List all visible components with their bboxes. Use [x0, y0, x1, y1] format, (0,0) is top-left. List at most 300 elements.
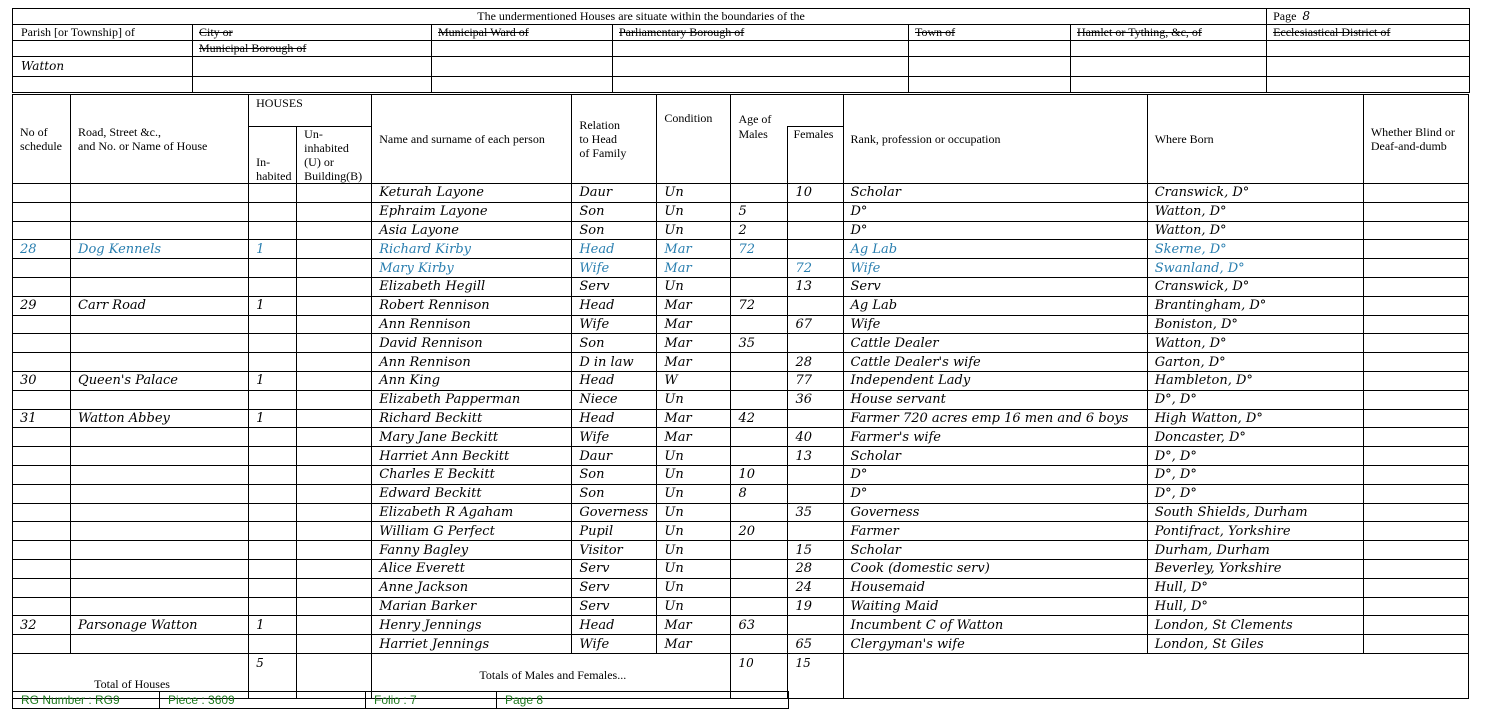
col-occupation: Rank, profession or occupation: [843, 95, 1147, 184]
inhabited-cell: 1: [249, 371, 297, 390]
name-cell: Ann Rennison: [372, 315, 572, 334]
road-cell: [71, 353, 249, 372]
schedule-cell: [13, 447, 71, 466]
occupation-cell: Cook (domestic serv): [843, 559, 1147, 578]
uninhabited-cell: [297, 277, 372, 296]
relation-cell: Daur: [572, 184, 657, 203]
road-cell: Parsonage Watton: [71, 616, 249, 635]
females-cell: [788, 616, 843, 635]
females-cell: 72: [788, 259, 843, 278]
relation-cell: Wife: [572, 428, 657, 447]
schedule-cell: 31: [13, 409, 71, 428]
inhabited-cell: [249, 465, 297, 484]
uninhabited-cell: [297, 390, 372, 409]
uninhabited-cell: [297, 259, 372, 278]
uninhabited-cell: [297, 371, 372, 390]
relation-cell: Serv: [572, 277, 657, 296]
uninhabited-cell: [297, 503, 372, 522]
table-row: [13, 484, 1469, 503]
name-cell: Anne Jackson: [372, 578, 572, 597]
table-row: [13, 334, 1469, 353]
condition-cell: Un: [657, 221, 731, 240]
males-cell: 20: [731, 522, 788, 541]
blank-cell: [1267, 77, 1470, 93]
blank-cell: [1267, 41, 1470, 57]
blank-cell: [1071, 41, 1267, 57]
relation-cell: Son: [572, 465, 657, 484]
inhabited-cell: [249, 597, 297, 616]
females-cell: 13: [788, 447, 843, 466]
schedule-cell: [13, 578, 71, 597]
blank-cell: [432, 41, 613, 57]
condition-cell: Un: [657, 522, 731, 541]
females-cell: 65: [788, 635, 843, 654]
males-cell: [731, 541, 788, 560]
occupation-cell: Ag Lab: [843, 240, 1147, 259]
inhabited-cell: [249, 522, 297, 541]
age-of-label: Age of: [738, 112, 772, 126]
page-number-cell: [1267, 9, 1470, 25]
females-cell: [788, 522, 843, 541]
condition-cell: Un: [657, 541, 731, 560]
col-age-of: [731, 95, 843, 127]
blind-cell: [1363, 447, 1468, 466]
born-cell: Watton, D°: [1147, 334, 1363, 353]
schedule-cell: [13, 259, 71, 278]
relation-cell: Head: [572, 616, 657, 635]
total-females: 15: [788, 653, 843, 698]
road-cell: [71, 315, 249, 334]
inhabited-cell: [249, 559, 297, 578]
road-cell: [71, 503, 249, 522]
born-cell: Beverley, Yorkshire: [1147, 559, 1363, 578]
blank-cell: [1071, 77, 1267, 93]
road-cell: [71, 578, 249, 597]
females-cell: 36: [788, 390, 843, 409]
females-cell: 24: [788, 578, 843, 597]
condition-cell: Mar: [657, 296, 731, 315]
blank-cell: [1071, 57, 1267, 77]
uninhabited-cell: [297, 240, 372, 259]
table-row: [13, 315, 1469, 334]
road-cell: [71, 447, 249, 466]
occupation-cell: D°: [843, 221, 1147, 240]
males-cell: 35: [731, 334, 788, 353]
occupation-cell: Scholar: [843, 447, 1147, 466]
census-rows: [13, 184, 1469, 654]
road-cell: [71, 390, 249, 409]
inhabited-cell: [249, 221, 297, 240]
blank-cell: [432, 57, 613, 77]
table-row: [13, 597, 1469, 616]
condition-cell: Mar: [657, 616, 731, 635]
name-cell: Edward Beckitt: [372, 484, 572, 503]
blind-cell: [1363, 315, 1468, 334]
schedule-cell: [13, 541, 71, 560]
occupation-cell: Independent Lady: [843, 371, 1147, 390]
blank-cell: [613, 57, 909, 77]
table-row: [13, 353, 1469, 372]
road-cell: [71, 597, 249, 616]
table-row: [13, 559, 1469, 578]
name-cell: Fanny Bagley: [372, 541, 572, 560]
females-cell: [788, 221, 843, 240]
occupation-cell: House servant: [843, 390, 1147, 409]
born-cell: Watton, D°: [1147, 221, 1363, 240]
road-cell: [71, 428, 249, 447]
parliamentary-borough-label: Parliamentary Borough of: [613, 25, 909, 41]
females-cell: [788, 202, 843, 221]
name-cell: Charles E Beckitt: [372, 465, 572, 484]
born-cell: D°, D°: [1147, 447, 1363, 466]
males-cell: [731, 428, 788, 447]
name-cell: William G Perfect: [372, 522, 572, 541]
blind-cell: [1363, 390, 1468, 409]
schedule-cell: [13, 522, 71, 541]
females-cell: 40: [788, 428, 843, 447]
parish-label: Parish [or Township] of: [13, 25, 193, 41]
born-cell: Durham, Durham: [1147, 541, 1363, 560]
inhabited-cell: [249, 428, 297, 447]
blank-cell: [432, 77, 613, 93]
folio-number: Folio : 7: [366, 692, 497, 709]
born-cell: London, St Clements: [1147, 616, 1363, 635]
name-cell: Alice Everett: [372, 559, 572, 578]
uninhabited-cell: [297, 578, 372, 597]
schedule-cell: [13, 635, 71, 654]
table-row: [13, 465, 1469, 484]
blind-cell: [1363, 277, 1468, 296]
inhabited-cell: [249, 541, 297, 560]
road-cell: [71, 484, 249, 503]
table-row: [13, 503, 1469, 522]
relation-cell: Head: [572, 409, 657, 428]
uninhabited-cell: [297, 409, 372, 428]
relation-cell: Niece: [572, 390, 657, 409]
condition-cell: Mar: [657, 334, 731, 353]
ward-label: Municipal Ward of: [432, 25, 613, 41]
females-cell: 28: [788, 559, 843, 578]
blind-cell: [1363, 259, 1468, 278]
born-cell: London, St Giles: [1147, 635, 1363, 654]
males-cell: 8: [731, 484, 788, 503]
uninhabited-cell: [297, 353, 372, 372]
name-cell: Ephraim Layone: [372, 202, 572, 221]
totals-persons-label: Totals of Males and Females...: [372, 653, 731, 698]
males-cell: [731, 259, 788, 278]
name-cell: Robert Rennison: [372, 296, 572, 315]
born-cell: Doncaster, D°: [1147, 428, 1363, 447]
table-row: [13, 616, 1469, 635]
schedule-cell: 29: [13, 296, 71, 315]
road-cell: [71, 334, 249, 353]
males-cell: 2: [731, 221, 788, 240]
inhabited-cell: 1: [249, 296, 297, 315]
table-row: [13, 296, 1469, 315]
blank-cell: [909, 57, 1071, 77]
road-cell: [71, 541, 249, 560]
page-number: 8: [1302, 9, 1311, 23]
females-cell: [788, 409, 843, 428]
blind-cell: [1363, 409, 1468, 428]
uninhabited-cell: [297, 184, 372, 203]
inhabited-cell: [249, 277, 297, 296]
road-cell: [71, 522, 249, 541]
born-cell: Hull, D°: [1147, 578, 1363, 597]
col-road: Road, Street &c., and No. or Name of House: [71, 95, 249, 184]
blank-cell: [909, 77, 1071, 93]
relation-cell: Wife: [572, 315, 657, 334]
relation-cell: Serv: [572, 578, 657, 597]
municipal-borough-label: Municipal Borough of: [193, 41, 432, 57]
occupation-cell: D°: [843, 202, 1147, 221]
condition-cell: Un: [657, 390, 731, 409]
relation-cell: Head: [572, 371, 657, 390]
condition-cell: Mar: [657, 315, 731, 334]
uninhabited-cell: [297, 315, 372, 334]
table-row: [13, 202, 1469, 221]
occupation-cell: Serv: [843, 277, 1147, 296]
schedule-cell: [13, 221, 71, 240]
inhabited-cell: [249, 484, 297, 503]
table-row: [13, 578, 1469, 597]
blind-cell: [1363, 428, 1468, 447]
blind-cell: [1363, 240, 1468, 259]
road-cell: [71, 465, 249, 484]
occupation-cell: Waiting Maid: [843, 597, 1147, 616]
blind-cell: [1363, 465, 1468, 484]
occupation-cell: Farmer 720 acres emp 16 men and 6 boys: [843, 409, 1147, 428]
inhabited-cell: 1: [249, 409, 297, 428]
schedule-cell: [13, 277, 71, 296]
table-row: [13, 635, 1469, 654]
inhabited-cell: [249, 202, 297, 221]
condition-cell: Mar: [657, 428, 731, 447]
males-cell: 5: [731, 202, 788, 221]
table-row: [13, 541, 1469, 560]
name-cell: Ann Rennison: [372, 353, 572, 372]
road-cell: [71, 202, 249, 221]
males-cell: [731, 578, 788, 597]
name-cell: Mary Jane Beckitt: [372, 428, 572, 447]
blind-cell: [1363, 221, 1468, 240]
born-cell: Brantingham, D°: [1147, 296, 1363, 315]
blind-cell: [1363, 597, 1468, 616]
blind-cell: [1363, 503, 1468, 522]
blank-cell: [193, 77, 432, 93]
name-cell: Elizabeth Hegill: [372, 277, 572, 296]
header-banner: The undermentioned Houses are situate within the boundaries of the: [13, 9, 1267, 25]
road-cell: Dog Kennels: [71, 240, 249, 259]
males-cell: 63: [731, 616, 788, 635]
relation-cell: D in law: [572, 353, 657, 372]
occupation-cell: Wife: [843, 315, 1147, 334]
blank-cell: [613, 77, 909, 93]
relation-cell: Visitor: [572, 541, 657, 560]
born-cell: Swanland, D°: [1147, 259, 1363, 278]
condition-cell: Mar: [657, 635, 731, 654]
born-cell: D°, D°: [1147, 465, 1363, 484]
table-row: [13, 184, 1469, 203]
occupation-cell: D°: [843, 465, 1147, 484]
schedule-cell: [13, 559, 71, 578]
inhabited-cell: [249, 447, 297, 466]
born-cell: Cranswick, D°: [1147, 184, 1363, 203]
page-label: Page: [1273, 9, 1297, 23]
uninhabited-cell: [297, 541, 372, 560]
females-cell: 67: [788, 315, 843, 334]
col-blind: Whether Blind or Deaf-and-dumb: [1363, 95, 1468, 184]
table-row: [13, 428, 1469, 447]
total-males: 10: [731, 653, 788, 698]
born-cell: Garton, D°: [1147, 353, 1363, 372]
col-relation: Relation to Head of Family: [572, 95, 657, 184]
name-cell: Marian Barker: [372, 597, 572, 616]
relation-cell: Daur: [572, 447, 657, 466]
schedule-cell: [13, 334, 71, 353]
females-cell: [788, 334, 843, 353]
col-males: Males: [731, 127, 788, 184]
blank-cell: [193, 57, 432, 77]
males-cell: 72: [731, 296, 788, 315]
occupation-cell: Scholar: [843, 541, 1147, 560]
road-cell: [71, 221, 249, 240]
schedule-cell: [13, 484, 71, 503]
schedule-cell: [13, 353, 71, 372]
name-cell: Richard Kirby: [372, 240, 572, 259]
parish-value: Watton: [13, 57, 193, 77]
males-cell: [731, 559, 788, 578]
born-cell: South Shields, Durham: [1147, 503, 1363, 522]
females-cell: [788, 484, 843, 503]
inhabited-cell: [249, 578, 297, 597]
blind-cell: [1363, 541, 1468, 560]
relation-cell: Head: [572, 296, 657, 315]
inhabited-cell: [249, 334, 297, 353]
condition-cell: Un: [657, 484, 731, 503]
uninhabited-cell: [297, 635, 372, 654]
blank-cell: [909, 41, 1071, 57]
blind-cell: [1363, 522, 1468, 541]
col-condition: Condition: [657, 95, 731, 184]
born-cell: Cranswick, D°: [1147, 277, 1363, 296]
col-uninhabited: Un- inhabited (U) or Building(B): [297, 127, 372, 184]
inhabited-cell: [249, 184, 297, 203]
name-cell: Elizabeth R Agaham: [372, 503, 572, 522]
blind-cell: [1363, 184, 1468, 203]
occupation-cell: Farmer: [843, 522, 1147, 541]
condition-cell: Un: [657, 578, 731, 597]
relation-cell: Son: [572, 202, 657, 221]
females-cell: 19: [788, 597, 843, 616]
inhabited-cell: [249, 259, 297, 278]
uninhabited-cell: [297, 447, 372, 466]
relation-cell: Wife: [572, 635, 657, 654]
inhabited-cell: [249, 503, 297, 522]
relation-cell: Son: [572, 221, 657, 240]
name-cell: Elizabeth Papperman: [372, 390, 572, 409]
table-row: [13, 522, 1469, 541]
males-cell: [731, 635, 788, 654]
blind-cell: [1363, 578, 1468, 597]
males-cell: 10: [731, 465, 788, 484]
occupation-cell: Clergyman's wife: [843, 635, 1147, 654]
road-cell: [71, 259, 249, 278]
road-cell: [71, 277, 249, 296]
occupation-cell: Wife: [843, 259, 1147, 278]
blind-cell: [1363, 484, 1468, 503]
col-born: Where Born: [1147, 95, 1363, 184]
schedule-cell: [13, 428, 71, 447]
males-cell: [731, 597, 788, 616]
schedule-cell: [13, 390, 71, 409]
occupation-cell: Governess: [843, 503, 1147, 522]
blind-cell: [1363, 559, 1468, 578]
schedule-cell: [13, 465, 71, 484]
piece-number: Piece : 3609: [160, 692, 366, 709]
footer-page: Page 8: [497, 692, 789, 709]
district-header: [12, 8, 1470, 93]
hamlet-label: Hamlet or Tything, &c, of: [1071, 25, 1267, 41]
occupation-cell: Incumbent C of Watton: [843, 616, 1147, 635]
born-cell: D°, D°: [1147, 484, 1363, 503]
condition-cell: Un: [657, 202, 731, 221]
rg-number: RG Number : RG9: [13, 692, 160, 709]
total-houses-value: 5: [249, 653, 297, 698]
females-cell: [788, 240, 843, 259]
relation-cell: Son: [572, 334, 657, 353]
females-cell: 10: [788, 184, 843, 203]
condition-cell: W: [657, 371, 731, 390]
parish-blank: [13, 41, 193, 57]
blank-cell: [613, 41, 909, 57]
col-name: Name and surname of each person: [372, 95, 572, 184]
blank-cell: [843, 653, 1469, 698]
road-cell: Queen's Palace: [71, 371, 249, 390]
blind-cell: [1363, 202, 1468, 221]
born-cell: Hull, D°: [1147, 597, 1363, 616]
relation-cell: Serv: [572, 559, 657, 578]
inhabited-cell: 1: [249, 616, 297, 635]
occupation-cell: Ag Lab: [843, 296, 1147, 315]
condition-cell: Mar: [657, 259, 731, 278]
census-table: [12, 94, 1469, 699]
road-cell: Carr Road: [71, 296, 249, 315]
occupation-cell: D°: [843, 484, 1147, 503]
condition-cell: Un: [657, 447, 731, 466]
name-cell: Harriet Ann Beckitt: [372, 447, 572, 466]
born-cell: Watton, D°: [1147, 202, 1363, 221]
schedule-cell: [13, 503, 71, 522]
blank-cell: [13, 77, 193, 93]
females-cell: 28: [788, 353, 843, 372]
uninhabited-cell: [297, 484, 372, 503]
females-cell: 13: [788, 277, 843, 296]
schedule-cell: [13, 184, 71, 203]
name-cell: Richard Beckitt: [372, 409, 572, 428]
males-cell: [731, 184, 788, 203]
condition-cell: Un: [657, 277, 731, 296]
blind-cell: [1363, 371, 1468, 390]
females-cell: [788, 465, 843, 484]
relation-cell: Head: [572, 240, 657, 259]
condition-cell: Un: [657, 184, 731, 203]
ecclesiastical-district-label: Ecclesiastical District of: [1267, 25, 1470, 41]
blind-cell: [1363, 635, 1468, 654]
uninhabited-cell: [297, 616, 372, 635]
road-cell: [71, 184, 249, 203]
occupation-cell: Housemaid: [843, 578, 1147, 597]
